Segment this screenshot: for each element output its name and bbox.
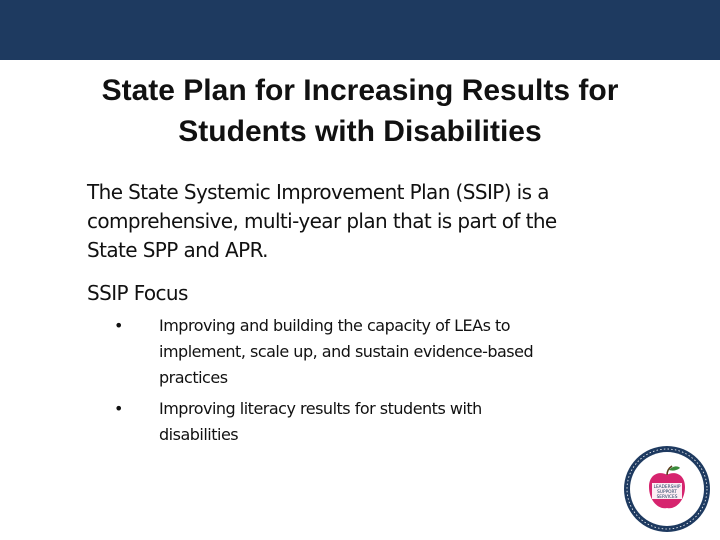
title-line-1: State Plan for Increasing Results for [101,74,619,107]
header-bar [0,0,720,60]
paragraph-line-1: The State Systemic Improvement Plan (SSIP) is a [87,180,549,204]
seal-text-line-3: SERVICES [656,495,678,500]
paragraph-line-3: State SPP and APR. [87,238,268,262]
bullet-line: practices [159,368,228,387]
bullet-line: Improving literacy results for students with [159,399,482,418]
bullet-line: disabilities [159,425,239,444]
bullet-marker: • [114,399,123,418]
slide-title [0,70,720,152]
title-line-2: Students with Disabilities [178,115,542,148]
bullet-marker: • [114,316,123,335]
bullet-item [0,313,720,391]
paragraph-line-2: comprehensive, multi-year plan that is part of the [87,209,557,233]
focus-bullet-list [0,313,720,448]
intro-paragraph [87,178,647,265]
bullet-text [159,396,619,448]
bullet-line: Improving and building the capacity of LEAs to [159,316,511,335]
seal-text-line-1: LEADERSHIP [653,485,681,490]
bullet-line: implement, scale up, and sustain evidence-based [159,342,534,361]
focus-heading: SSIP Focus [87,281,188,305]
seal-text-line-2: SUPPORT [657,490,677,495]
bullet-item [0,396,720,448]
department-seal-logo [622,444,712,534]
bullet-text [159,313,619,391]
